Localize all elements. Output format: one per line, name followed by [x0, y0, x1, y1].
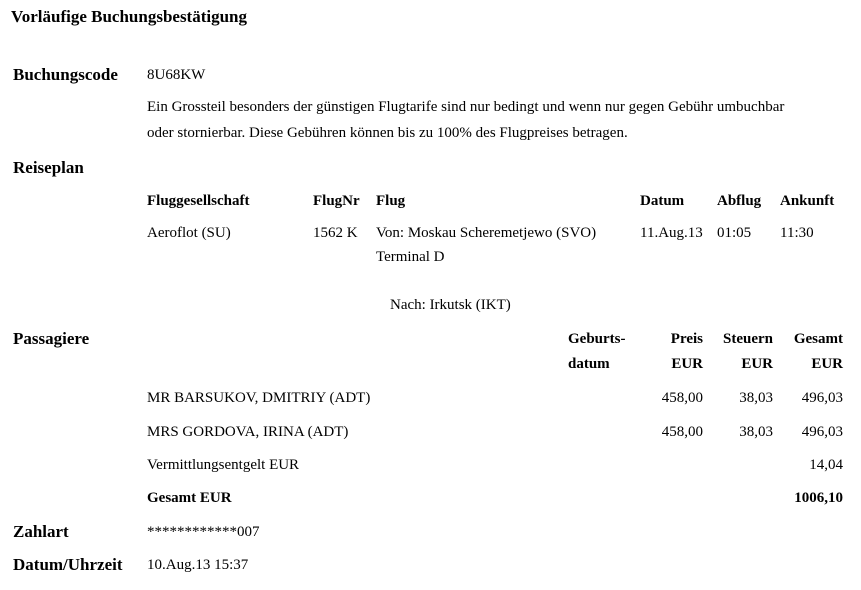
passenger-price: 458,00 [661, 424, 703, 440]
booking-note-line-2: oder stornierbar. Diese Gebühren können bis zu 100% des Flugpreises betragen. [147, 125, 628, 141]
flight-departure: 01:05 [717, 225, 752, 241]
header-tax-1: Steuern [723, 331, 773, 347]
flight-number: 1562 K [313, 225, 358, 241]
payment-value: ************007 [147, 524, 260, 540]
flight-terminal: Terminal D [376, 249, 445, 265]
fee-label: Vermittlungsentgelt EUR [147, 457, 300, 473]
flight-airline: Aeroflot (SU) [147, 225, 231, 241]
booking-code-label: Buchungscode [13, 65, 118, 84]
fee-value: 14,04 [809, 457, 843, 473]
passengers-label: Passagiere [13, 329, 90, 348]
flight-from: Von: Moskau Scheremetjewo (SVO) [376, 225, 597, 241]
header-birth-2: datum [568, 356, 610, 372]
grand-total-value: 1006,10 [794, 490, 843, 506]
header-date: Datum [640, 193, 685, 209]
header-tax-2: EUR [741, 356, 773, 372]
page-title: Vorläufige Buchungsbestätigung [11, 7, 248, 26]
flight-to: Nach: Irkutsk (IKT) [390, 297, 511, 313]
datetime-value: 10.Aug.13 15:37 [147, 557, 249, 573]
passenger-total: 496,03 [801, 424, 843, 440]
booking-note-line-1: Ein Grossteil besonders der günstigen Flugtarife sind nur bedingt und wenn nur gegen Gebühr umbuchbar [147, 99, 785, 115]
header-flight: Flug [376, 193, 406, 209]
passenger-tax: 38,03 [739, 424, 773, 440]
payment-label: Zahlart [13, 522, 69, 541]
header-arrival: Ankunft [780, 193, 835, 209]
header-total-2: EUR [811, 356, 843, 372]
passenger-name: MR BARSUKOV, DMITRIY (ADT) [147, 390, 371, 406]
itinerary-label: Reiseplan [13, 158, 84, 177]
passenger-tax: 38,03 [739, 390, 773, 406]
passenger-price: 458,00 [661, 390, 703, 406]
flight-arrival: 11:30 [780, 225, 814, 241]
header-flight-no: FlugNr [313, 193, 360, 209]
header-airline: Fluggesellschaft [147, 193, 250, 209]
header-price-2: EUR [671, 356, 703, 372]
passenger-total: 496,03 [801, 390, 843, 406]
passenger-name: MRS GORDOVA, IRINA (ADT) [147, 424, 349, 440]
header-departure: Abflug [717, 193, 762, 209]
header-price-1: Preis [670, 331, 703, 347]
datetime-label: Datum/Uhrzeit [13, 555, 123, 574]
header-birth-1: Geburts- [568, 331, 626, 347]
grand-total-label: Gesamt EUR [147, 490, 232, 506]
header-total-1: Gesamt [793, 331, 843, 347]
flight-date: 11.Aug.13 [640, 225, 703, 241]
booking-code-value: 8U68KW [147, 67, 206, 83]
